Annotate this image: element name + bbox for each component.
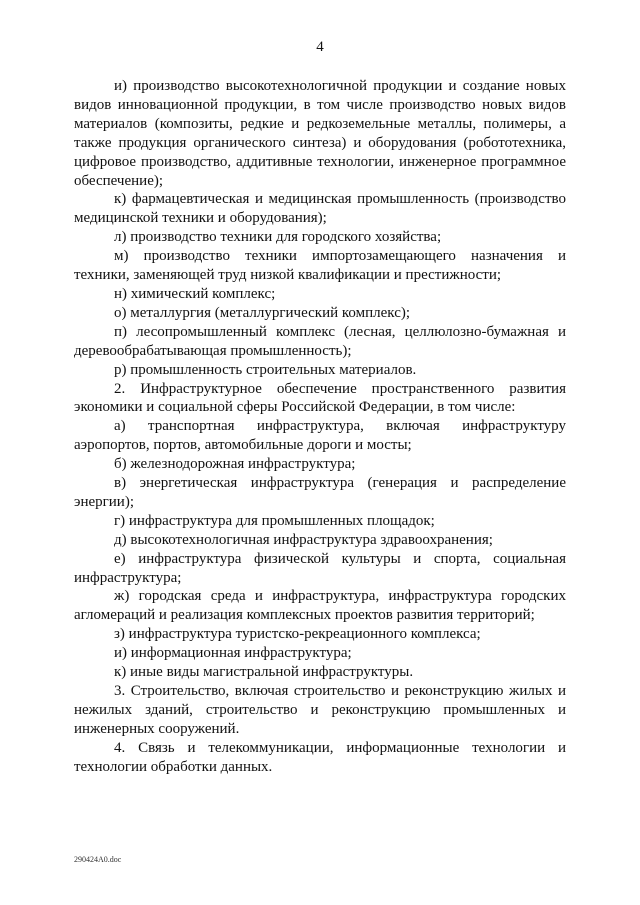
paragraph: м) производство техники импортозамещающего назначения и техники, заменяющей труд низкой квалификации и престижности;: [74, 248, 566, 284]
paragraph: ж) городская среда и инфраструктура, инфраструктура городских агломераций и реализация комплексных проектов развития территорий;: [74, 588, 566, 624]
paragraph: п) лесопромышленный комплекс (лесная, целлюлозно-бумажная и деревообрабатывающая промышленность);: [74, 323, 566, 359]
paragraph: и) информационная инфраструктура;: [114, 645, 352, 662]
paragraph: е) инфраструктура физической культуры и спорта, социальная инфраструктура;: [74, 550, 566, 586]
paragraph: 3. Строительство, включая строительство и реконструкцию жилых и нежилых зданий, строительство и реконструкцию промышленных и инженерных сооружений.: [74, 683, 566, 737]
paragraph: г) инфраструктура для промышленных площадок;: [114, 512, 435, 529]
paragraph: а) транспортная инфраструктура, включая инфраструктуру аэропортов, портов, автомобильные дороги и мосты;: [74, 418, 566, 454]
paragraph: 2. Инфраструктурное обеспечение пространственного развития экономики и социальной сферы Российской Федерации, в том числе:: [74, 380, 566, 416]
document-body: [74, 77, 566, 777]
paragraph: д) высокотехнологичная инфраструктура здравоохранения;: [114, 531, 493, 548]
paragraph: к) иные виды магистральной инфраструктуры.: [114, 664, 414, 681]
paragraph: о) металлургия (металлургический комплекс);: [114, 304, 411, 321]
paragraph: л) производство техники для городского хозяйства;: [114, 229, 442, 246]
page-number: 4: [316, 39, 324, 55]
paragraph: н) химический комплекс;: [114, 285, 276, 302]
paragraph: в) энергетическая инфраструктура (генерация и распределение энергии);: [74, 475, 566, 510]
paragraph: и) производство высокотехнологичной продукции и создание новых видов инновационной продукции, в том числе производство новых видов материалов (композиты, редкие и редкоземельные металлы, полимеры, а также продукция органического синтеза) и оборудования (робототехника, цифровое производство, аддитивные технологии, инженерное программное обеспечение);: [74, 78, 566, 189]
paragraph: р) промышленность строительных материалов.: [114, 361, 417, 378]
paragraph: 4. Связь и телекоммуникации, информационные технологии и технологии обработки данных.: [74, 739, 566, 775]
footer-filename: 290424A0.doc: [74, 855, 122, 864]
paragraph: з) инфраструктура туристско-рекреационного комплекса;: [114, 626, 481, 643]
paragraph: б) железнодорожная инфраструктура;: [114, 456, 356, 473]
paragraph: к) фармацевтическая и медицинская промышленность (производство медицинской техники и оборудования);: [74, 191, 566, 227]
